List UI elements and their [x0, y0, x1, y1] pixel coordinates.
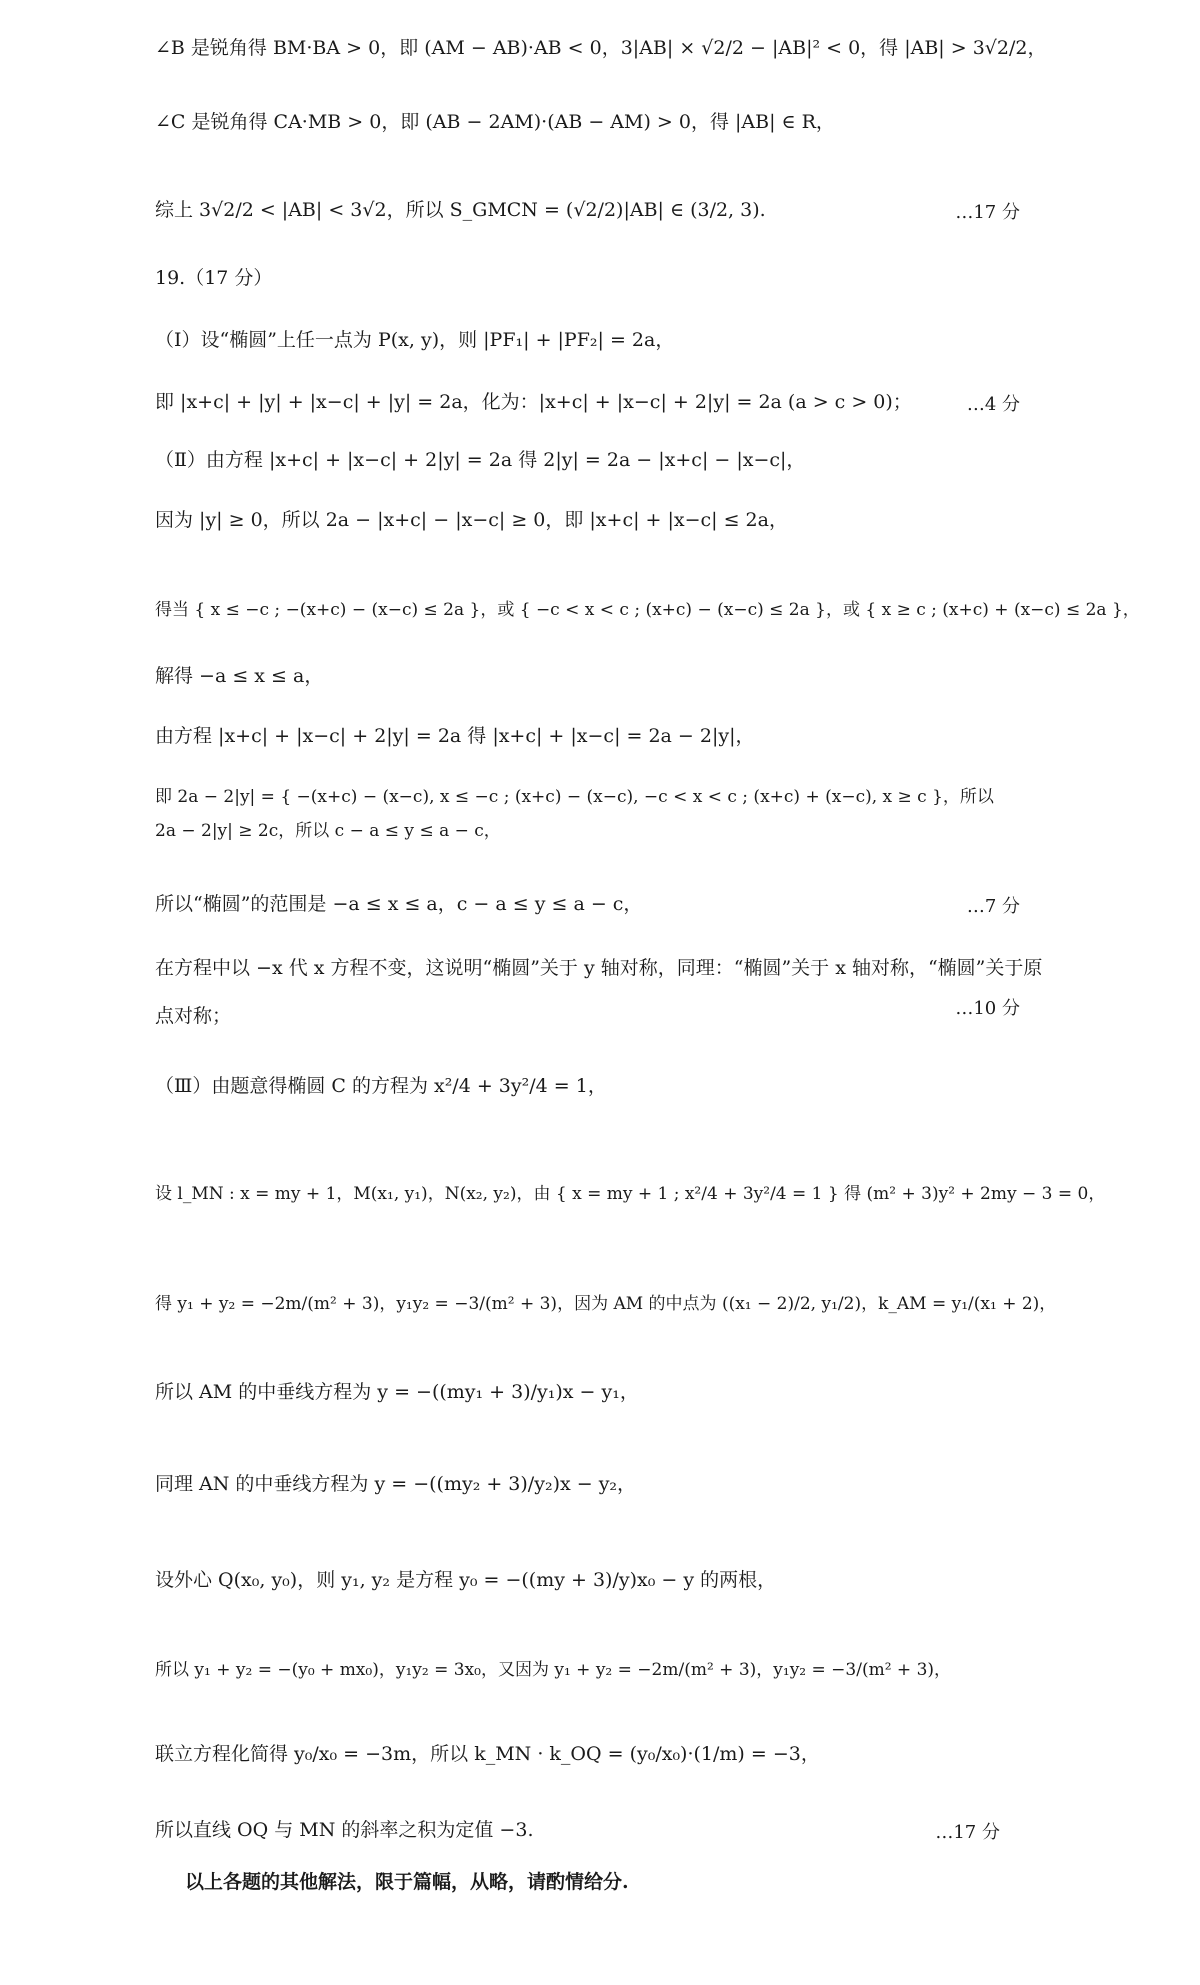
solution-line: 设外心 Q(x₀, y₀)，则 y₁, y₂ 是方程 y₀ = −((my + 3)/y)x₀ − y 的两根，: [155, 1569, 777, 1591]
solution-line: 即 2a − 2|y| = { −(x+c) − (x−c), x ≤ −c ; (x+c) − (x−c), −c < x < c ; (x+c) + (x−c), x ≥ c }，所以 2a − 2|y| ≥ 2c，所以 c − a ≤ y ≤ a − c，: [155, 787, 994, 841]
solution-line: 设 l_MN : x = my + 1，M(x₁, y₁)，N(x₂, y₂)，由 { x = my + 1 ; x²/4 + 3y²/4 = 1 } 得 (m² + 3)y² + 2my − 3 = 0，: [155, 1184, 1106, 1204]
solution-line: 因为 |y| ≥ 0，所以 2a − |x+c| − |x−c| ≥ 0，即 |x+c| + |x−c| ≤ 2a，: [155, 509, 788, 531]
solution-line: 所以“椭圆”的范围是 −a ≤ x ≤ a，c − a ≤ y ≤ a − c，: [155, 893, 643, 915]
solution-line: 所以 AM 的中垂线方程为 y = −((my₁ + 3)/y₁)x − y₁，: [155, 1381, 639, 1403]
solution-line: 同理 AN 的中垂线方程为 y = −((my₂ + 3)/y₂)x − y₂，: [155, 1473, 637, 1495]
solution-line: ∠C 是锐角得 CA·MB > 0，即 (AB − 2AM)·(AB − AM) > 0，得 |AB| ∈ R，: [155, 111, 835, 133]
solution-line: （Ⅲ）由题意得椭圆 C 的方程为 x²/4 + 3y²/4 = 1，: [155, 1075, 607, 1097]
score-marker: …7 分: [966, 896, 1020, 917]
score-marker: …17 分: [935, 1822, 1000, 1843]
solution-line: 所以直线 OQ 与 MN 的斜率之积为定值 −3.: [155, 1819, 534, 1841]
solution-line: 综上 3√2/2 < |AB| < 3√2，所以 S_GMCN = (√2/2)|AB| ∈ (3/2, 3).: [155, 199, 766, 221]
solution-line: 即 |x+c| + |y| + |x−c| + |y| = 2a，化为：|x+c| + |x−c| + 2|y| = 2a (a > c > 0)；: [155, 391, 912, 413]
solution-line: （Ⅰ）设“椭圆”上任一点为 P(x, y)，则 |PF₁| + |PF₂| = 2a，: [155, 329, 675, 351]
solution-line: ∠B 是锐角得 BM·BA > 0，即 (AM − AB)·AB < 0，3|AB| × √2/2 − |AB|² < 0，得 |AB| > 3√2/2，: [155, 37, 1047, 59]
solution-line: 解得 −a ≤ x ≤ a，: [155, 665, 324, 687]
solution-line: 在方程中以 −x 代 x 方程不变，这说明“椭圆”关于 y 轴对称，同理：“椭圆”关于 x 轴对称，“椭圆”关于原点对称；: [155, 957, 1043, 1027]
score-marker: …17 分: [955, 202, 1020, 223]
solution-line: 所以 y₁ + y₂ = −(y₀ + mx₀)，y₁y₂ = 3x₀，又因为 y₁ + y₂ = −2m/(m² + 3)，y₁y₂ = −3/(m² + 3)，: [155, 1660, 952, 1680]
solution-line: （Ⅱ）由方程 |x+c| + |x−c| + 2|y| = 2a 得 2|y| = 2a − |x+c| − |x−c|，: [155, 449, 806, 471]
score-marker: …10 分: [955, 998, 1020, 1019]
closing-note: 以上各题的其他解法，限于篇幅，从略，请酌情给分.: [185, 1871, 629, 1893]
score-marker: …4 分: [966, 394, 1020, 415]
solution-line: 得当 { x ≤ −c ; −(x+c) − (x−c) ≤ 2a }，或 { −c < x < c ; (x+c) − (x−c) ≤ 2a }，或 { x ≥ c ; (x+c) + (x−c) ≤ 2a }，: [155, 600, 1140, 620]
solution-line: 得 y₁ + y₂ = −2m/(m² + 3)，y₁y₂ = −3/(m² + 3)，因为 AM 的中点为 ((x₁ − 2)/2, y₁/2)，k_AM = y₁/(x₁ + 2)，: [155, 1294, 1057, 1314]
solution-line: 联立方程化简得 y₀/x₀ = −3m，所以 k_MN · k_OQ = (y₀/x₀)·(1/m) = −3，: [155, 1743, 820, 1765]
solution-line: 由方程 |x+c| + |x−c| + 2|y| = 2a 得 |x+c| + |x−c| = 2a − 2|y|，: [155, 725, 755, 747]
problem-number: 19.（17 分）: [155, 267, 273, 289]
